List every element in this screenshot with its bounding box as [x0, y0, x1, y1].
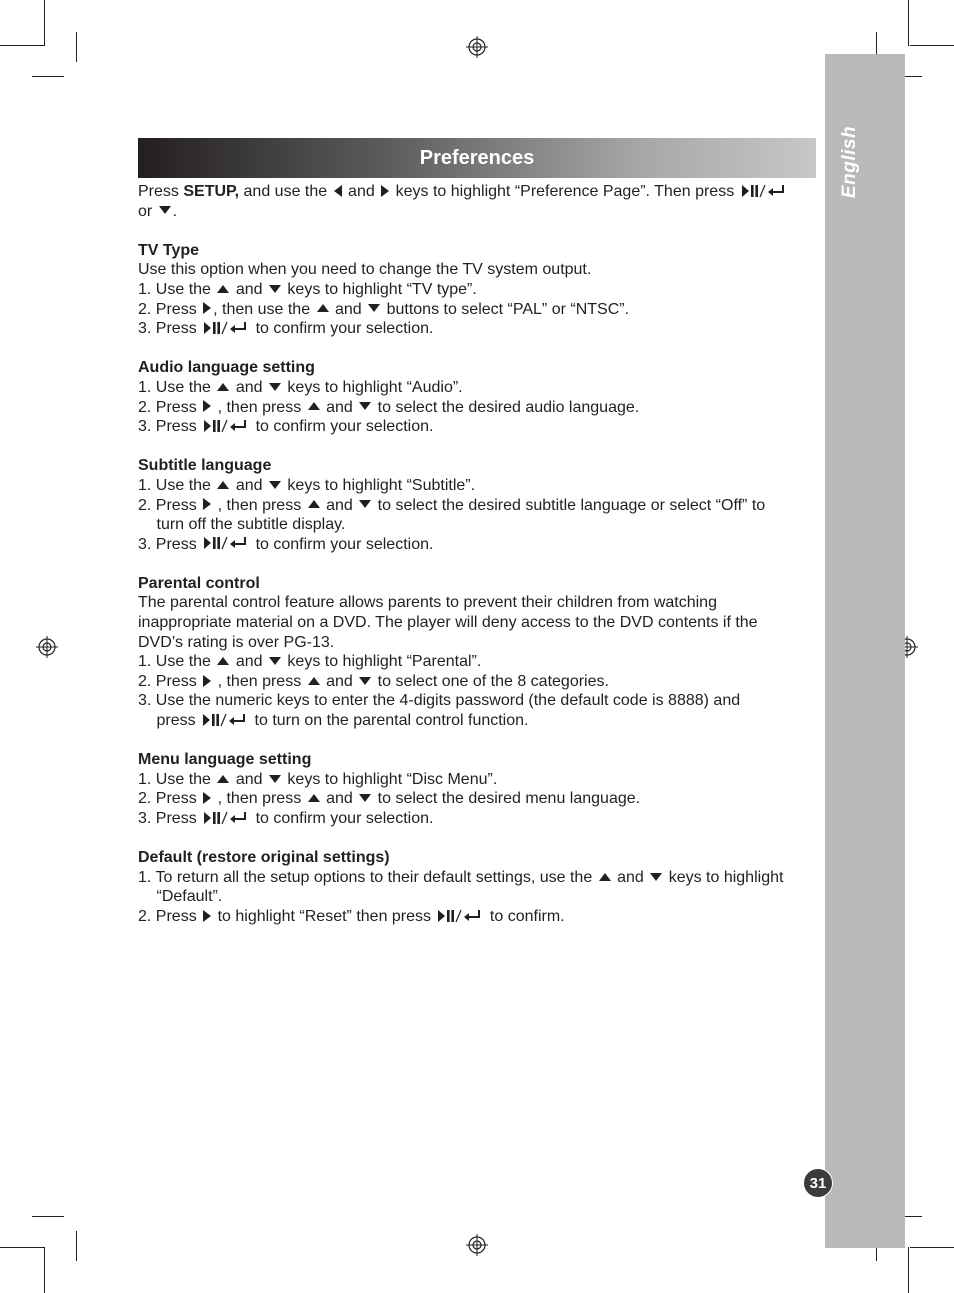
crop-mark — [76, 1231, 77, 1261]
text-run: 2. Press — [138, 907, 202, 925]
text-run: keys to highlight — [664, 868, 784, 886]
text-run: press — [156, 712, 201, 730]
crop-mark — [908, 1247, 909, 1293]
text-run: , then press — [213, 790, 306, 808]
arrow-down-icon — [269, 481, 281, 489]
arrow-up-icon — [308, 402, 320, 410]
instruction-line — [138, 672, 818, 692]
registration-mark-icon — [36, 636, 58, 658]
text-run: to confirm. — [485, 907, 565, 925]
arrow-right-icon — [203, 910, 211, 922]
text-run: 3. Press — [138, 418, 202, 436]
text-run: and — [612, 868, 649, 886]
arrow-down-icon — [269, 383, 281, 391]
text-run: and — [321, 398, 358, 416]
instruction-line — [138, 907, 818, 927]
text-run: , then press — [213, 672, 306, 690]
arrow-down-icon — [650, 873, 662, 881]
text-run: 1. Use the — [138, 653, 216, 671]
paragraph-gap — [138, 731, 818, 751]
arrow-down-icon — [159, 206, 171, 214]
text-run: and — [321, 790, 358, 808]
text-run: to select the desired audio language. — [373, 398, 640, 416]
arrow-up-icon — [217, 775, 229, 783]
arrow-up-icon — [308, 794, 320, 802]
text-run: , then use the — [213, 300, 315, 318]
text-run: turn off the subtitle display. — [156, 516, 346, 534]
arrow-down-icon — [368, 304, 380, 312]
language-tab-label — [839, 122, 861, 202]
arrow-left-icon — [334, 185, 342, 197]
arrow-up-icon — [599, 873, 611, 881]
text-run: to highlight “Reset” then press — [213, 907, 436, 925]
text-run: and — [231, 378, 267, 396]
text-run: to select one of the 8 categories. — [373, 672, 609, 690]
play-pause-enter-icon — [437, 909, 483, 923]
play-pause-enter-icon — [203, 811, 249, 825]
instruction-line — [138, 378, 818, 398]
text-run: inappropriate material on a DVD. The player will deny access to the DVD contents if the — [138, 614, 758, 632]
paragraph-gap — [138, 829, 818, 849]
section-title-bar — [138, 138, 816, 178]
text-run: 3. Press — [138, 320, 202, 338]
intro-line — [138, 202, 818, 222]
play-pause-enter-icon — [203, 419, 249, 433]
text-run: to select the desired subtitle language or select “Off” to — [373, 496, 766, 514]
arrow-up-icon — [217, 657, 229, 665]
text-run: and — [231, 476, 267, 494]
arrow-right-icon — [203, 792, 211, 804]
play-pause-enter-icon — [202, 713, 248, 727]
text-run: and use the — [239, 183, 332, 200]
crop-mark — [910, 45, 954, 46]
instruction-line — [138, 260, 818, 280]
text-run: 1. To return all the setup options to their default settings, use the — [138, 868, 597, 886]
arrow-up-icon — [217, 285, 229, 293]
paragraph-gap — [138, 437, 818, 457]
play-pause-enter-icon — [741, 184, 787, 198]
instruction-line — [138, 319, 818, 339]
text-run: keys to highlight “Subtitle”. — [282, 476, 476, 494]
arrow-up-icon — [308, 677, 320, 685]
text-run: to confirm your selection. — [251, 418, 434, 436]
arrow-down-icon — [269, 657, 281, 665]
instruction-line — [138, 633, 818, 653]
arrow-down-icon — [359, 402, 371, 410]
arrow-up-icon — [217, 481, 229, 489]
text-run: 3. Press — [138, 535, 202, 553]
arrow-right-icon — [203, 302, 211, 314]
registration-mark-icon — [466, 36, 488, 58]
text-run: SETUP, — [183, 183, 240, 200]
instruction-line — [138, 593, 818, 613]
section-heading: TV Type — [138, 241, 200, 259]
text-run: 2. Press — [138, 672, 202, 690]
arrow-right-icon — [203, 498, 211, 510]
text-run: keys to highlight “Disc Menu”. — [282, 770, 498, 788]
text-run: and — [321, 496, 358, 514]
page-number: 31 — [803, 1168, 833, 1198]
text-run: or — [138, 202, 157, 220]
paragraph-gap — [138, 221, 818, 241]
text-run: , then press — [213, 496, 306, 514]
section-heading: Audio language setting — [138, 359, 315, 377]
arrow-up-icon — [308, 500, 320, 508]
crop-mark — [910, 1247, 954, 1248]
crop-mark — [44, 0, 45, 46]
crop-mark — [908, 0, 909, 46]
text-run: 2. Press — [138, 300, 202, 318]
instruction-line — [138, 868, 818, 888]
text-run: 2. Press — [138, 790, 202, 808]
crop-mark — [32, 1216, 64, 1217]
section-heading: Menu language setting — [138, 751, 312, 769]
instruction-line — [138, 496, 818, 516]
instruction-line — [138, 887, 818, 907]
instruction-line — [138, 280, 818, 300]
text-run: 1. Use the — [138, 476, 216, 494]
play-pause-enter-icon — [203, 321, 249, 335]
text-run: keys to highlight “TV type”. — [282, 280, 477, 298]
text-run: and — [231, 280, 267, 298]
play-pause-enter-icon — [203, 536, 249, 550]
arrow-right-icon — [203, 675, 211, 687]
arrow-down-icon — [269, 775, 281, 783]
language-side-tab — [825, 54, 905, 1248]
text-run: . — [172, 202, 178, 220]
text-run: DVD’s rating is over PG-13. — [138, 633, 335, 651]
text-run: buttons to select “PAL” or “NTSC”. — [382, 300, 630, 318]
instruction-line — [138, 476, 818, 496]
text-run: 1. Use the — [138, 770, 216, 788]
arrow-down-icon — [269, 285, 281, 293]
instruction-line — [138, 691, 818, 711]
text-run: and — [343, 183, 380, 200]
instructions-body — [138, 182, 818, 927]
crop-mark — [76, 32, 77, 62]
instruction-line — [138, 770, 818, 790]
text-run: Use this option when you need to change the TV system output. — [138, 261, 592, 279]
text-run: and — [231, 770, 267, 788]
text-run: keys to highlight “Preference Page”. Then press — [391, 183, 739, 200]
paragraph-gap — [138, 554, 818, 574]
section-heading: Parental control — [138, 574, 260, 592]
text-run: “Default”. — [156, 888, 223, 906]
arrow-up-icon — [217, 383, 229, 391]
text-run: to confirm your selection. — [251, 320, 434, 338]
text-run: and — [330, 300, 367, 318]
arrow-down-icon — [359, 500, 371, 508]
instruction-line — [138, 515, 818, 535]
instruction-line — [138, 417, 818, 437]
text-run: and — [231, 653, 267, 671]
text-run: to turn on the parental control function. — [250, 712, 529, 730]
arrow-down-icon — [359, 677, 371, 685]
instruction-line — [138, 300, 818, 320]
instruction-line — [138, 711, 818, 731]
arrow-up-icon — [317, 304, 329, 312]
text-run: , then press — [213, 398, 306, 416]
intro-line — [138, 182, 818, 202]
section-heading: Default (restore original settings) — [138, 849, 390, 867]
text-run: 2. Press — [138, 496, 202, 514]
text-run: keys to highlight “Parental”. — [282, 653, 482, 671]
crop-mark — [44, 1247, 45, 1293]
paragraph-gap — [138, 339, 818, 359]
text-run: 1. Use the — [138, 280, 216, 298]
text-run: 3. Use the numeric keys to enter the 4-digits password (the default code is 8888) and — [138, 692, 741, 710]
text-run: to confirm your selection. — [251, 535, 434, 553]
text-run: to confirm your selection. — [251, 810, 434, 827]
text-run: and — [321, 672, 358, 690]
text-run: to select the desired menu language. — [373, 790, 641, 808]
instruction-line — [138, 613, 818, 633]
instruction-line — [138, 535, 818, 555]
instruction-line — [138, 398, 818, 418]
language-label-text: English — [839, 125, 860, 199]
section-heading: Subtitle language — [138, 457, 272, 475]
arrow-down-icon — [359, 794, 371, 802]
registration-mark-icon — [466, 1234, 488, 1256]
text-run: 2. Press — [138, 398, 202, 416]
instruction-line — [138, 809, 818, 829]
crop-mark — [0, 45, 44, 46]
instruction-line — [138, 652, 818, 672]
crop-mark — [32, 76, 64, 77]
text-run: Press — [138, 183, 184, 200]
page-title: Preferences — [419, 147, 535, 169]
crop-mark — [0, 1247, 44, 1248]
text-run: 1. Use the — [138, 378, 216, 396]
text-run: 3. Press — [138, 810, 202, 827]
arrow-right-icon — [381, 185, 389, 197]
text-run: The parental control feature allows parents to prevent their children from watching — [138, 594, 717, 612]
text-run: keys to highlight “Audio”. — [282, 378, 463, 396]
arrow-right-icon — [203, 400, 211, 412]
instruction-line — [138, 789, 818, 809]
